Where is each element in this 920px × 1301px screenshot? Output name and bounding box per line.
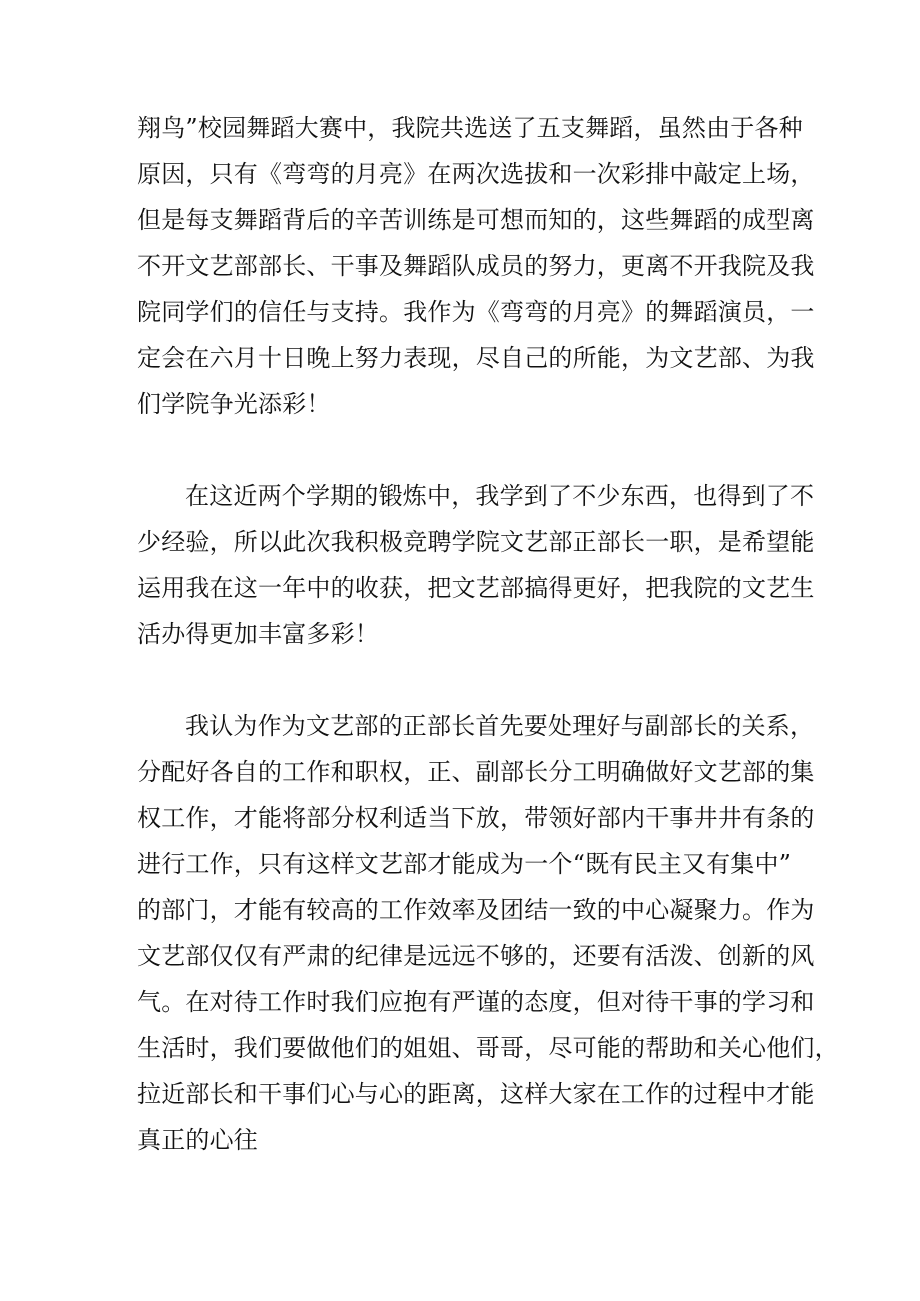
paragraph-1 xyxy=(137,105,815,427)
text-line: 真正的心往 xyxy=(137,1126,258,1154)
paragraph-3 xyxy=(137,703,839,1163)
text-line: 的部门，才能有较高的工作效率及团结一致的中心凝聚力。作为 xyxy=(137,896,815,924)
text-line: 定会在六月十日晚上努力表现，尽自己的所能，为文艺部、为我 xyxy=(137,344,815,372)
text-line: 我认为作为文艺部的正部长首先要处理好与副部长的关系， xyxy=(185,712,815,740)
text-line: 生活时，我们要做他们的姐姐、哥哥，尽可能的帮助和关心他们， xyxy=(137,1034,839,1062)
text-line: 翔鸟”校园舞蹈大赛中，我院共选送了五支舞蹈，虽然由于各种 xyxy=(137,114,803,142)
text-line: 不开文艺部部长、干事及舞蹈队成员的努力，更离不开我院及我 xyxy=(137,252,815,280)
text-line: 但是每支舞蹈背后的辛苦训练是可想而知的，这些舞蹈的成型离 xyxy=(137,206,815,234)
text-line: 原因，只有《弯弯的月亮》在两次选拔和一次彩排中敲定上场， xyxy=(137,160,815,188)
text-line: 少经验，所以此次我积极竞聘学院文艺部正部长一职，是希望能 xyxy=(137,528,815,556)
paragraph-spacer xyxy=(137,657,787,703)
text-line: 气。在对待工作时我们应抱有严谨的态度，但对待干事的学习和 xyxy=(137,988,815,1016)
text-line: 分配好各自的工作和职权，正、副部长分工明确做好文艺部的集 xyxy=(137,758,815,786)
paragraph-spacer xyxy=(137,427,787,473)
text-line: 们学院争光添彩！ xyxy=(137,390,331,418)
text-line: 活办得更加丰富多彩！ xyxy=(137,620,379,648)
text-line: 文艺部仅仅有严肃的纪律是远远不够的，还要有活泼、创新的风 xyxy=(137,942,815,970)
text-line: 拉近部长和干事们心与心的距离，这样大家在工作的过程中才能 xyxy=(137,1080,815,1108)
text-line: 在这近两个学期的锻炼中，我学到了不少东西，也得到了不 xyxy=(185,482,815,510)
text-line: 院同学们的信任与支持。我作为《弯弯的月亮》的舞蹈演员，一 xyxy=(137,298,815,326)
text-line: 进行工作，只有这样文艺部才能成为一个“既有民主又有集中” xyxy=(137,850,792,878)
text-line: 权工作，才能将部分权利适当下放，带领好部内干事井井有条的 xyxy=(137,804,815,832)
paragraph-2 xyxy=(137,473,815,657)
document-body xyxy=(137,105,839,1163)
text-line: 运用我在这一年中的收获，把文艺部搞得更好，把我院的文艺生 xyxy=(137,574,815,602)
